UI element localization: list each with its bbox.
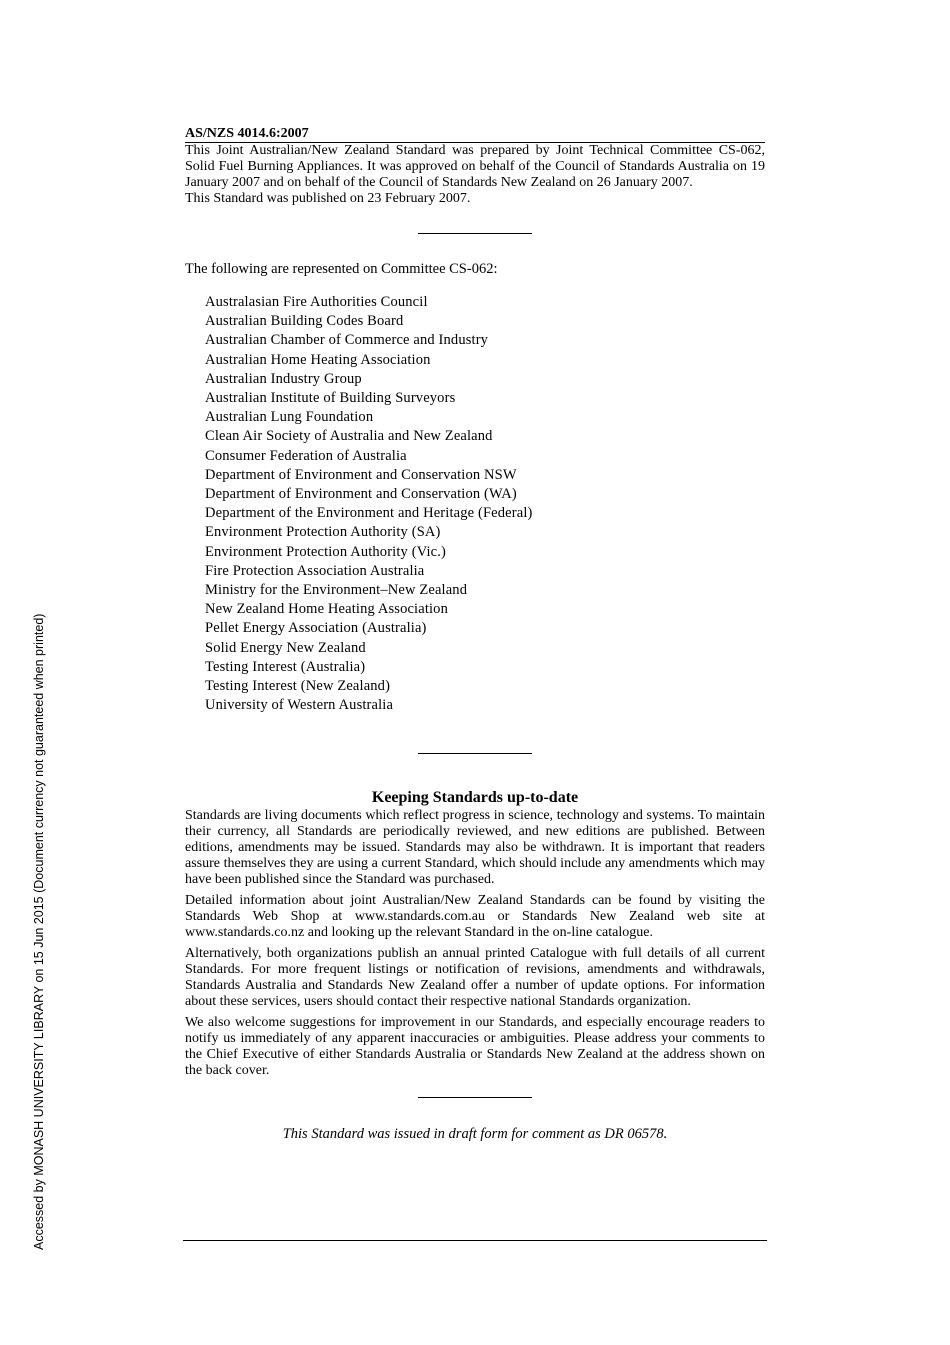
committee-member: Australian Home Heating Association: [205, 351, 431, 368]
committee-member-list: [185, 293, 765, 715]
committee-member: Australasian Fire Authorities Council: [205, 294, 428, 310]
document-page: [185, 125, 765, 1143]
committee-member: Ministry for the Environment–New Zealand: [205, 582, 468, 599]
committee-member: Australian Lung Foundation: [205, 409, 374, 426]
committee-intro: The following are represented on Committee CS-062:: [185, 261, 498, 277]
committee-member: Consumer Federation of Australia: [205, 447, 407, 464]
committee-member: Clean Air Society of Australia and New Zealand: [205, 428, 493, 445]
committee-member: University of Western Australia: [205, 697, 394, 714]
committee-member: Department of Environment and Conservation (WA): [205, 486, 517, 503]
committee-member: Department of the Environment and Heritage (Federal): [205, 505, 533, 522]
committee-member: Australian Institute of Building Surveyors: [205, 390, 456, 407]
committee-member: Environment Protection Authority (Vic.): [205, 543, 446, 560]
committee-member: Pellet Energy Association (Australia): [205, 620, 427, 637]
body-paragraph: We also welcome suggestions for improvement in our Standards, and especially encourage readers to notify us immediately of any apparent inaccuracies or ambiguities. Please address your comments to the Chief Executive of either Standards Australia or Standards New Zealand at the address shown on the back cover.: [185, 1015, 765, 1079]
committee-member: Testing Interest (New Zealand): [205, 678, 391, 695]
draft-note: This Standard was issued in draft form for comment as DR 06578.: [282, 1126, 668, 1143]
separator-line: [418, 1097, 532, 1098]
body-paragraph: Detailed information about joint Australian/New Zealand Standards can be found by visiting the Standards Web Shop at www.standards.com.au or Standards New Zealand web site at www.standards.co.nz and looking up the relevant Standard in the on-line catalogue.: [185, 893, 765, 941]
separator-line: [418, 753, 532, 754]
approval-paragraph: This Joint Australian/New Zealand Standard was prepared by Joint Technical Committee CS-062, Solid Fuel Burning Appliances. It was approved on behalf of the Council of Standards Australia on 19 January 2007 and on behalf of the Council of Standards New Zealand on 26 January 2007.: [185, 143, 765, 190]
separator-line: [418, 233, 532, 234]
committee-member: Environment Protection Authority (SA): [205, 524, 441, 541]
body-paragraph: Standards are living documents which reflect progress in science, technology and systems. To maintain their currency, all Standards are periodically reviewed, and new editions are published. Between editions, amendments may be issued. Standards may also be withdrawn. It is important that readers assure themselves they are using a current Standard, which should include any amendments which may have been published since the Standard was purchased.: [185, 808, 765, 888]
committee-member: Australian Industry Group: [205, 370, 362, 387]
document-number: AS/NZS 4014.6:2007: [185, 125, 765, 143]
committee-member: Fire Protection Association Australia: [205, 562, 425, 579]
body-paragraph: Alternatively, both organizations publish an annual printed Catalogue with full details of all current Standards. For more frequent listings or notification of revisions, amendments and withdrawals, Standards Australia and Standards New Zealand offer a number of update options. For information about these services, users should contact their respective national Standards organization.: [185, 946, 765, 1010]
committee-member: Australian Chamber of Commerce and Industry: [205, 332, 489, 349]
published-date: This Standard was published on 23 February 2007.: [185, 191, 471, 206]
committee-member: Solid Energy New Zealand: [205, 639, 366, 656]
committee-member: Australian Building Codes Board: [205, 313, 404, 330]
footer-rule: [183, 1240, 767, 1241]
committee-member: Testing Interest (Australia): [205, 658, 366, 675]
committee-member: Department of Environment and Conservation NSW: [205, 466, 517, 483]
access-watermark: Accessed by MONASH UNIVERSITY LIBRARY on 15 Jun 2015 (Document currency not guaranteed when printed): [32, 613, 46, 1250]
section-heading: Keeping Standards up-to-date: [371, 789, 579, 807]
committee-member: New Zealand Home Heating Association: [205, 601, 448, 618]
